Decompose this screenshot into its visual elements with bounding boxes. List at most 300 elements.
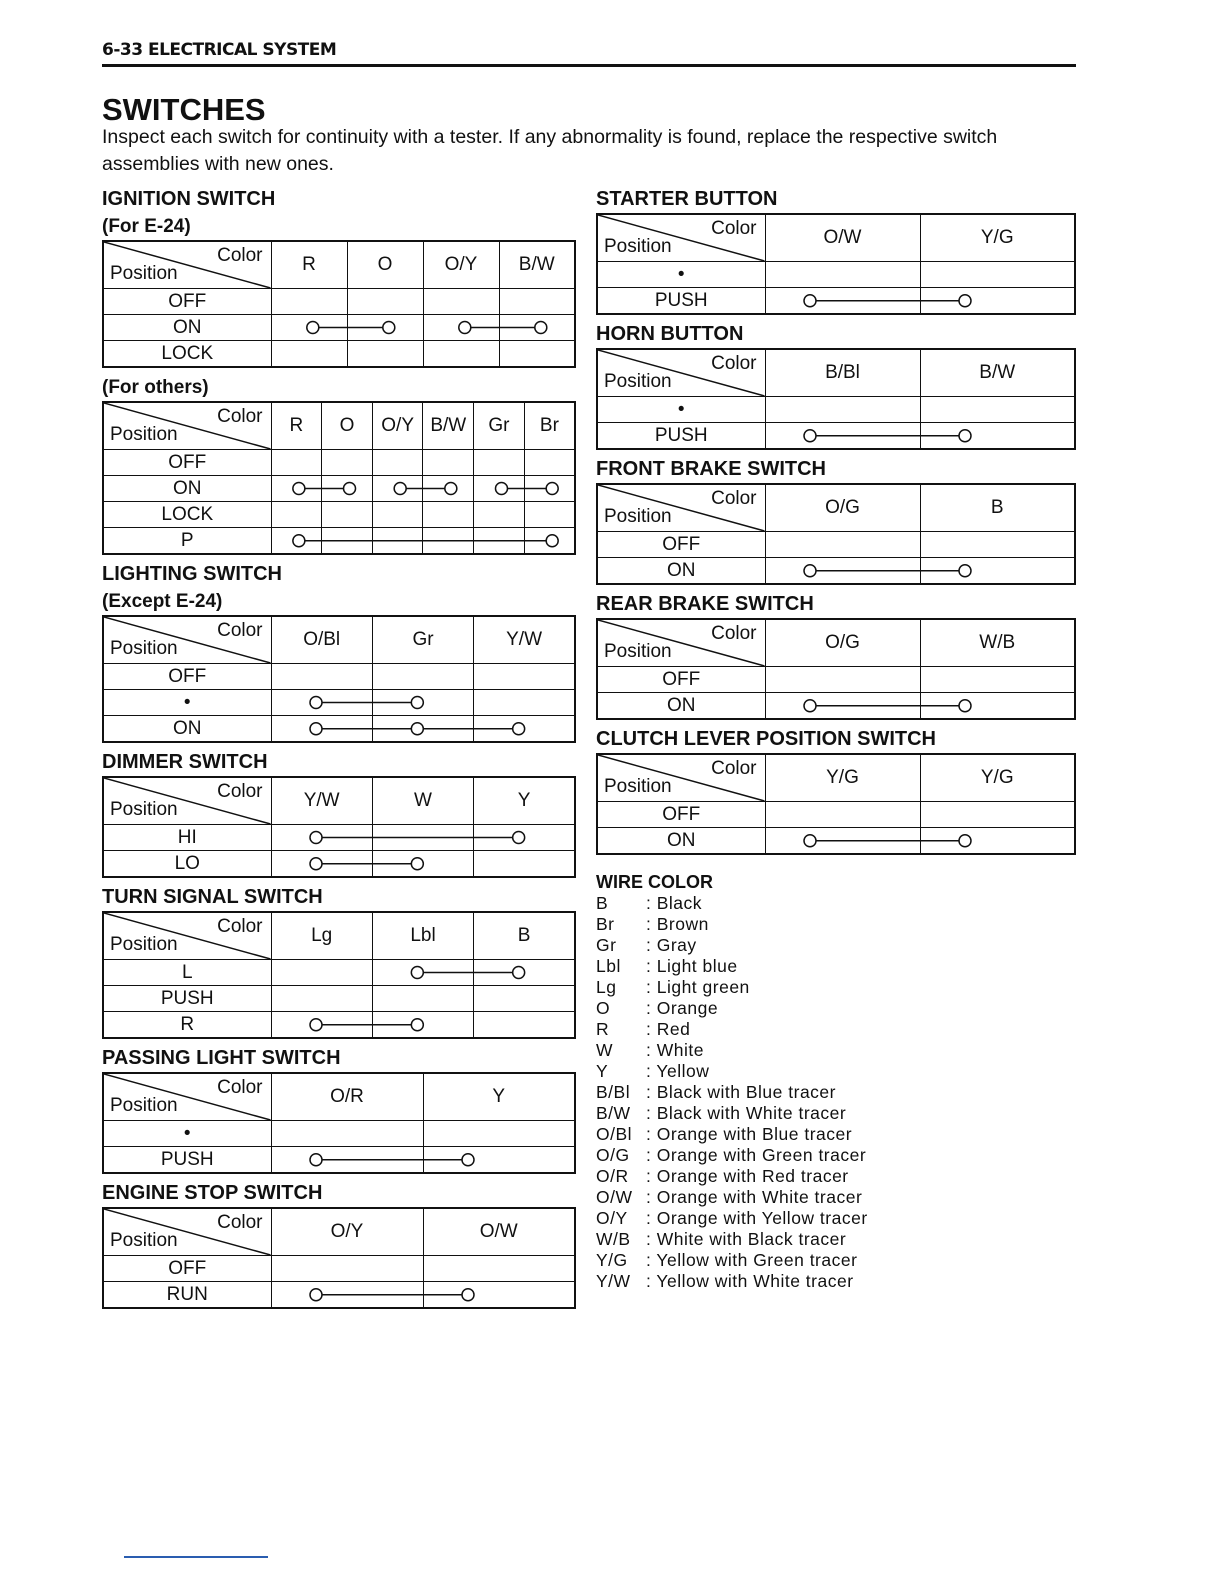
continuity-cell [271,341,347,368]
continuity-cell [423,1121,575,1147]
wire-color-code: B [596,893,609,913]
right-column [596,186,1076,1292]
wire-color-entry [596,998,1076,1019]
header-row [597,349,1075,397]
switch-table [102,240,576,368]
wire-color-name: : Black with White tracer [646,1103,847,1123]
switch-block [596,321,1076,450]
position-row [597,693,1075,720]
header-row [103,616,575,664]
switch-title: REAR BRAKE SWITCH [596,593,814,615]
wire-color-entry [596,1250,1076,1271]
switch-block [102,749,576,878]
continuity-cell [474,664,575,690]
color-position-corner [597,349,765,397]
wire-color-entry [596,914,1076,935]
wire-color-header: R [271,402,322,450]
position-label: LOCK [103,341,271,368]
switch-table-wrap [596,213,1076,315]
position-row [597,423,1075,450]
switch-table [102,1072,576,1174]
wire-color-header: R [271,241,347,289]
left-column [102,186,576,1315]
wire-color-name: : Black [646,893,703,913]
continuity-cell [322,476,373,502]
continuity-cell [423,341,499,368]
continuity-cell [765,828,920,855]
color-position-corner [103,777,271,825]
continuity-cell [271,851,372,878]
position-label: OFF [103,450,271,476]
position-row [103,960,575,986]
position-label: ON [597,828,765,855]
continuity-cell [271,315,347,341]
header-row [597,754,1075,802]
position-label: PUSH [597,288,765,315]
continuity-cell [423,528,474,555]
switch-title: ENGINE STOP SWITCH [102,1182,323,1204]
continuity-cell [271,476,322,502]
wire-color-code: O/Bl [596,1124,633,1144]
continuity-cell [474,528,525,555]
wire-color-name: : Orange with Green tracer [646,1145,867,1165]
wire-color-header: Lbl [372,912,473,960]
continuity-cell [347,289,423,315]
position-label: • [103,1121,271,1147]
wire-color-title: WIRE COLOR [596,872,713,892]
wire-color-header: Lg [271,912,372,960]
position-row [597,802,1075,828]
wire-color-name: : Orange with Red tracer [646,1166,849,1186]
wire-color-header: O [322,402,373,450]
wire-color-code: O/Y [596,1208,628,1228]
position-row [597,828,1075,855]
wire-color-name: : Orange with Blue tracer [646,1124,853,1144]
continuity-cell [372,986,473,1012]
wire-color-code: Gr [596,935,617,955]
position-row [597,397,1075,423]
wire-color-entry [596,1208,1076,1229]
continuity-cell [423,1282,575,1309]
wire-color-header: B/W [499,241,575,289]
corner-color-label: Color [217,1212,263,1233]
continuity-cell [765,423,920,450]
continuity-cell [524,450,575,476]
switch-block [102,1045,576,1174]
continuity-cell [372,664,473,690]
page-title: SWITCHES [102,92,266,127]
continuity-cell [322,502,373,528]
switch-table [596,618,1076,720]
continuity-cell [423,450,474,476]
position-label: PUSH [103,1147,271,1174]
continuity-cell [372,450,423,476]
corner-color-label: Color [711,623,757,644]
corner-position-label: Position [604,641,672,662]
switch-block [102,374,576,555]
switch-table [102,776,576,878]
continuity-cell [271,1282,423,1309]
header-row [103,912,575,960]
continuity-cell [765,532,920,558]
position-label: OFF [597,667,765,693]
continuity-cell [920,828,1075,855]
switch-table-wrap [102,776,576,878]
wire-color-code: Lbl [596,956,621,976]
switch-table-wrap [102,911,576,1039]
continuity-cell [765,397,920,423]
wire-color-name: : Brown [646,914,709,934]
switch-title: STARTER BUTTON [596,188,778,210]
wire-color-code: W [596,1040,614,1060]
continuity-cell [372,851,473,878]
position-row [103,716,575,743]
wire-color-code: O [596,998,611,1018]
switch-table [596,753,1076,855]
wire-color-name: : White with Black tracer [646,1229,847,1249]
wire-color-name: : Orange with Yellow tracer [646,1208,868,1228]
position-label: PUSH [597,423,765,450]
wire-color-code: Y/W [596,1271,631,1291]
corner-color-label: Color [217,245,263,266]
corner-color-label: Color [711,758,757,779]
wire-color-entry [596,1145,1076,1166]
position-row [103,450,575,476]
wire-color-header: Y/G [765,754,920,802]
wire-color-header: Y [423,1073,575,1121]
position-label: OFF [103,289,271,315]
continuity-cell [474,986,575,1012]
wire-color-code: B/Bl [596,1082,631,1102]
header-text: 6-33 ELECTRICAL SYSTEM [102,40,337,60]
continuity-cell [271,716,372,743]
position-row [597,667,1075,693]
continuity-cell [372,1012,473,1039]
continuity-cell [423,1147,575,1174]
corner-position-label: Position [110,1095,178,1116]
switch-title: PASSING LIGHT SWITCH [102,1047,341,1069]
switch-title: TURN SIGNAL SWITCH [102,886,323,908]
wire-color-entry [596,1082,1076,1103]
header-row [103,241,575,289]
continuity-cell [423,1256,575,1282]
switch-table [596,483,1076,585]
corner-color-label: Color [711,218,757,239]
wire-color-entry [596,956,1076,977]
switch-table [102,911,576,1039]
switch-table-wrap [102,1072,576,1174]
continuity-cell [271,825,372,851]
wire-color-code: Y [596,1061,609,1081]
continuity-cell [372,690,473,716]
wire-color-name: : Light green [646,977,750,997]
wire-color-header: O/Bl [271,616,372,664]
continuity-cell [765,667,920,693]
position-label: ON [597,693,765,720]
wire-color-header: B [474,912,575,960]
wire-color-code: W/B [596,1229,631,1249]
switch-subtitle: (For others) [102,377,209,398]
page-header [102,38,1076,67]
continuity-cell [920,288,1075,315]
wire-color-header: Gr [474,402,525,450]
wire-color-code: R [596,1019,610,1039]
position-label: • [103,690,271,716]
continuity-cell [372,502,423,528]
position-label: • [597,262,765,288]
continuity-cell [271,1121,423,1147]
continuity-cell [474,690,575,716]
continuity-cell [474,825,575,851]
position-row [103,528,575,555]
continuity-cell [372,528,423,555]
continuity-cell [271,502,322,528]
continuity-cell [524,476,575,502]
position-label: ON [103,315,271,341]
continuity-cell [271,289,347,315]
continuity-cell [920,423,1075,450]
switch-subtitle: (For E-24) [102,216,191,237]
position-label: OFF [103,664,271,690]
continuity-cell [271,986,372,1012]
continuity-cell [499,341,575,368]
wire-color-name: : Red [646,1019,691,1039]
switch-title: CLUTCH LEVER POSITION SWITCH [596,728,936,750]
color-position-corner [103,1208,271,1256]
switch-table [596,213,1076,315]
position-label: OFF [597,802,765,828]
position-label: P [103,528,271,555]
wire-color-code: Br [596,914,615,934]
position-row [103,1147,575,1174]
wire-color-entry [596,1271,1076,1292]
position-row [103,664,575,690]
position-row [103,1282,575,1309]
wire-color-header: O/G [765,484,920,532]
color-position-corner [103,402,271,450]
position-row [103,289,575,315]
wire-color-header: B/W [920,349,1075,397]
wire-color-header: Y/W [271,777,372,825]
position-row [103,690,575,716]
wire-color-name: : Yellow [646,1061,710,1081]
position-label: OFF [597,532,765,558]
wire-color-header: B/W [423,402,474,450]
wire-color-entry [596,977,1076,998]
wire-color-entry [596,893,1076,914]
continuity-cell [474,476,525,502]
continuity-cell [322,528,373,555]
continuity-cell [920,558,1075,585]
position-row [103,1121,575,1147]
wire-color-header: W [372,777,473,825]
switch-table-wrap [102,1207,576,1309]
continuity-cell [499,289,575,315]
wire-color-header: O/W [765,214,920,262]
color-position-corner [597,214,765,262]
wire-color-entry [596,1019,1076,1040]
color-position-corner [103,616,271,664]
switch-table-wrap [596,753,1076,855]
wire-color-entry [596,1229,1076,1250]
wire-color-code: Lg [596,977,617,997]
header-row [597,214,1075,262]
corner-position-label: Position [604,506,672,527]
continuity-cell [271,664,372,690]
continuity-cell [765,558,920,585]
continuity-cell [423,502,474,528]
continuity-cell [271,960,372,986]
wire-color-entry [596,1124,1076,1145]
corner-position-label: Position [110,1230,178,1251]
continuity-cell [474,851,575,878]
wire-color-entry [596,1040,1076,1061]
wire-color-entry [596,1187,1076,1208]
continuity-cell [271,450,322,476]
wire-color-header: W/B [920,619,1075,667]
corner-color-label: Color [711,353,757,374]
switch-table-wrap [596,348,1076,450]
wire-color-header: O/Y [423,241,499,289]
corner-position-label: Position [110,934,178,955]
position-row [597,558,1075,585]
switch-block [102,1180,576,1309]
switch-title: LIGHTING SWITCH [102,563,282,585]
wire-color-header: Y [474,777,575,825]
wire-color-legend [596,871,1076,1292]
color-position-corner [597,754,765,802]
continuity-cell [271,1147,423,1174]
corner-position-label: Position [110,424,178,445]
switch-title: IGNITION SWITCH [102,188,276,210]
continuity-cell [474,716,575,743]
continuity-cell [765,802,920,828]
corner-position-label: Position [604,371,672,392]
continuity-cell [524,528,575,555]
color-position-corner [103,1073,271,1121]
position-label: ON [597,558,765,585]
wire-color-entry [596,1166,1076,1187]
position-row [103,315,575,341]
continuity-cell [524,502,575,528]
wire-color-name: : Gray [646,935,697,955]
continuity-cell [347,315,423,341]
wire-color-header: O/Y [372,402,423,450]
corner-position-label: Position [604,776,672,797]
corner-position-label: Position [110,263,178,284]
wire-color-header: B [920,484,1075,532]
position-label: LOCK [103,502,271,528]
continuity-cell [271,690,372,716]
continuity-cell [920,802,1075,828]
continuity-cell [423,315,499,341]
position-label: HI [103,825,271,851]
position-label: RUN [103,1282,271,1309]
continuity-cell [372,960,473,986]
position-row [103,851,575,878]
footer-rule [124,1556,268,1558]
continuity-cell [271,1012,372,1039]
position-label: L [103,960,271,986]
continuity-cell [423,476,474,502]
switch-block [596,456,1076,585]
continuity-cell [765,288,920,315]
position-row [103,986,575,1012]
corner-color-label: Color [217,781,263,802]
switch-table [596,348,1076,450]
wire-color-header: Y/G [920,754,1075,802]
wire-color-code: B/W [596,1103,631,1123]
corner-color-label: Color [217,620,263,641]
color-position-corner [597,619,765,667]
position-label: • [597,397,765,423]
header-row [103,777,575,825]
corner-position-label: Position [604,236,672,257]
continuity-cell [499,315,575,341]
header-row [597,619,1075,667]
position-label: ON [103,476,271,502]
wire-color-header: Y/G [920,214,1075,262]
wire-color-name: : Black with Blue tracer [646,1082,836,1102]
switch-table [102,401,576,555]
wire-color-entry [596,1061,1076,1082]
wire-color-code: Y/G [596,1250,628,1270]
wire-color-code: O/G [596,1145,630,1165]
wire-color-code: O/R [596,1166,629,1186]
wire-color-header: Y/W [474,616,575,664]
position-row [597,288,1075,315]
position-label: OFF [103,1256,271,1282]
switch-table [102,615,576,743]
wire-color-entry [596,935,1076,956]
continuity-cell [372,476,423,502]
continuity-cell [474,450,525,476]
continuity-cell [920,397,1075,423]
continuity-cell [474,502,525,528]
continuity-cell [271,1256,423,1282]
position-label: LO [103,851,271,878]
continuity-cell [322,450,373,476]
wire-color-header: O [347,241,423,289]
position-row [597,262,1075,288]
corner-position-label: Position [110,799,178,820]
position-row [103,476,575,502]
continuity-cell [474,1012,575,1039]
position-label: R [103,1012,271,1039]
wire-color-header: B/Bl [765,349,920,397]
continuity-cell [765,262,920,288]
switch-title: DIMMER SWITCH [102,751,268,773]
position-row [103,825,575,851]
corner-color-label: Color [217,1077,263,1098]
wire-color-code: O/W [596,1187,633,1207]
switch-table-wrap [102,615,576,743]
color-position-corner [103,241,271,289]
header-row [103,1073,575,1121]
continuity-cell [920,667,1075,693]
continuity-cell [271,528,322,555]
continuity-cell [372,716,473,743]
corner-color-label: Color [711,488,757,509]
position-row [597,532,1075,558]
intro-text: Inspect each switch for continuity with a tester. If any abnormality is found, replace the respective switch assemblies with new ones. [102,126,998,175]
position-label: ON [103,716,271,743]
continuity-cell [474,960,575,986]
continuity-cell [372,825,473,851]
switch-table-wrap [596,618,1076,720]
continuity-cell [920,532,1075,558]
switch-table-wrap [102,401,576,555]
